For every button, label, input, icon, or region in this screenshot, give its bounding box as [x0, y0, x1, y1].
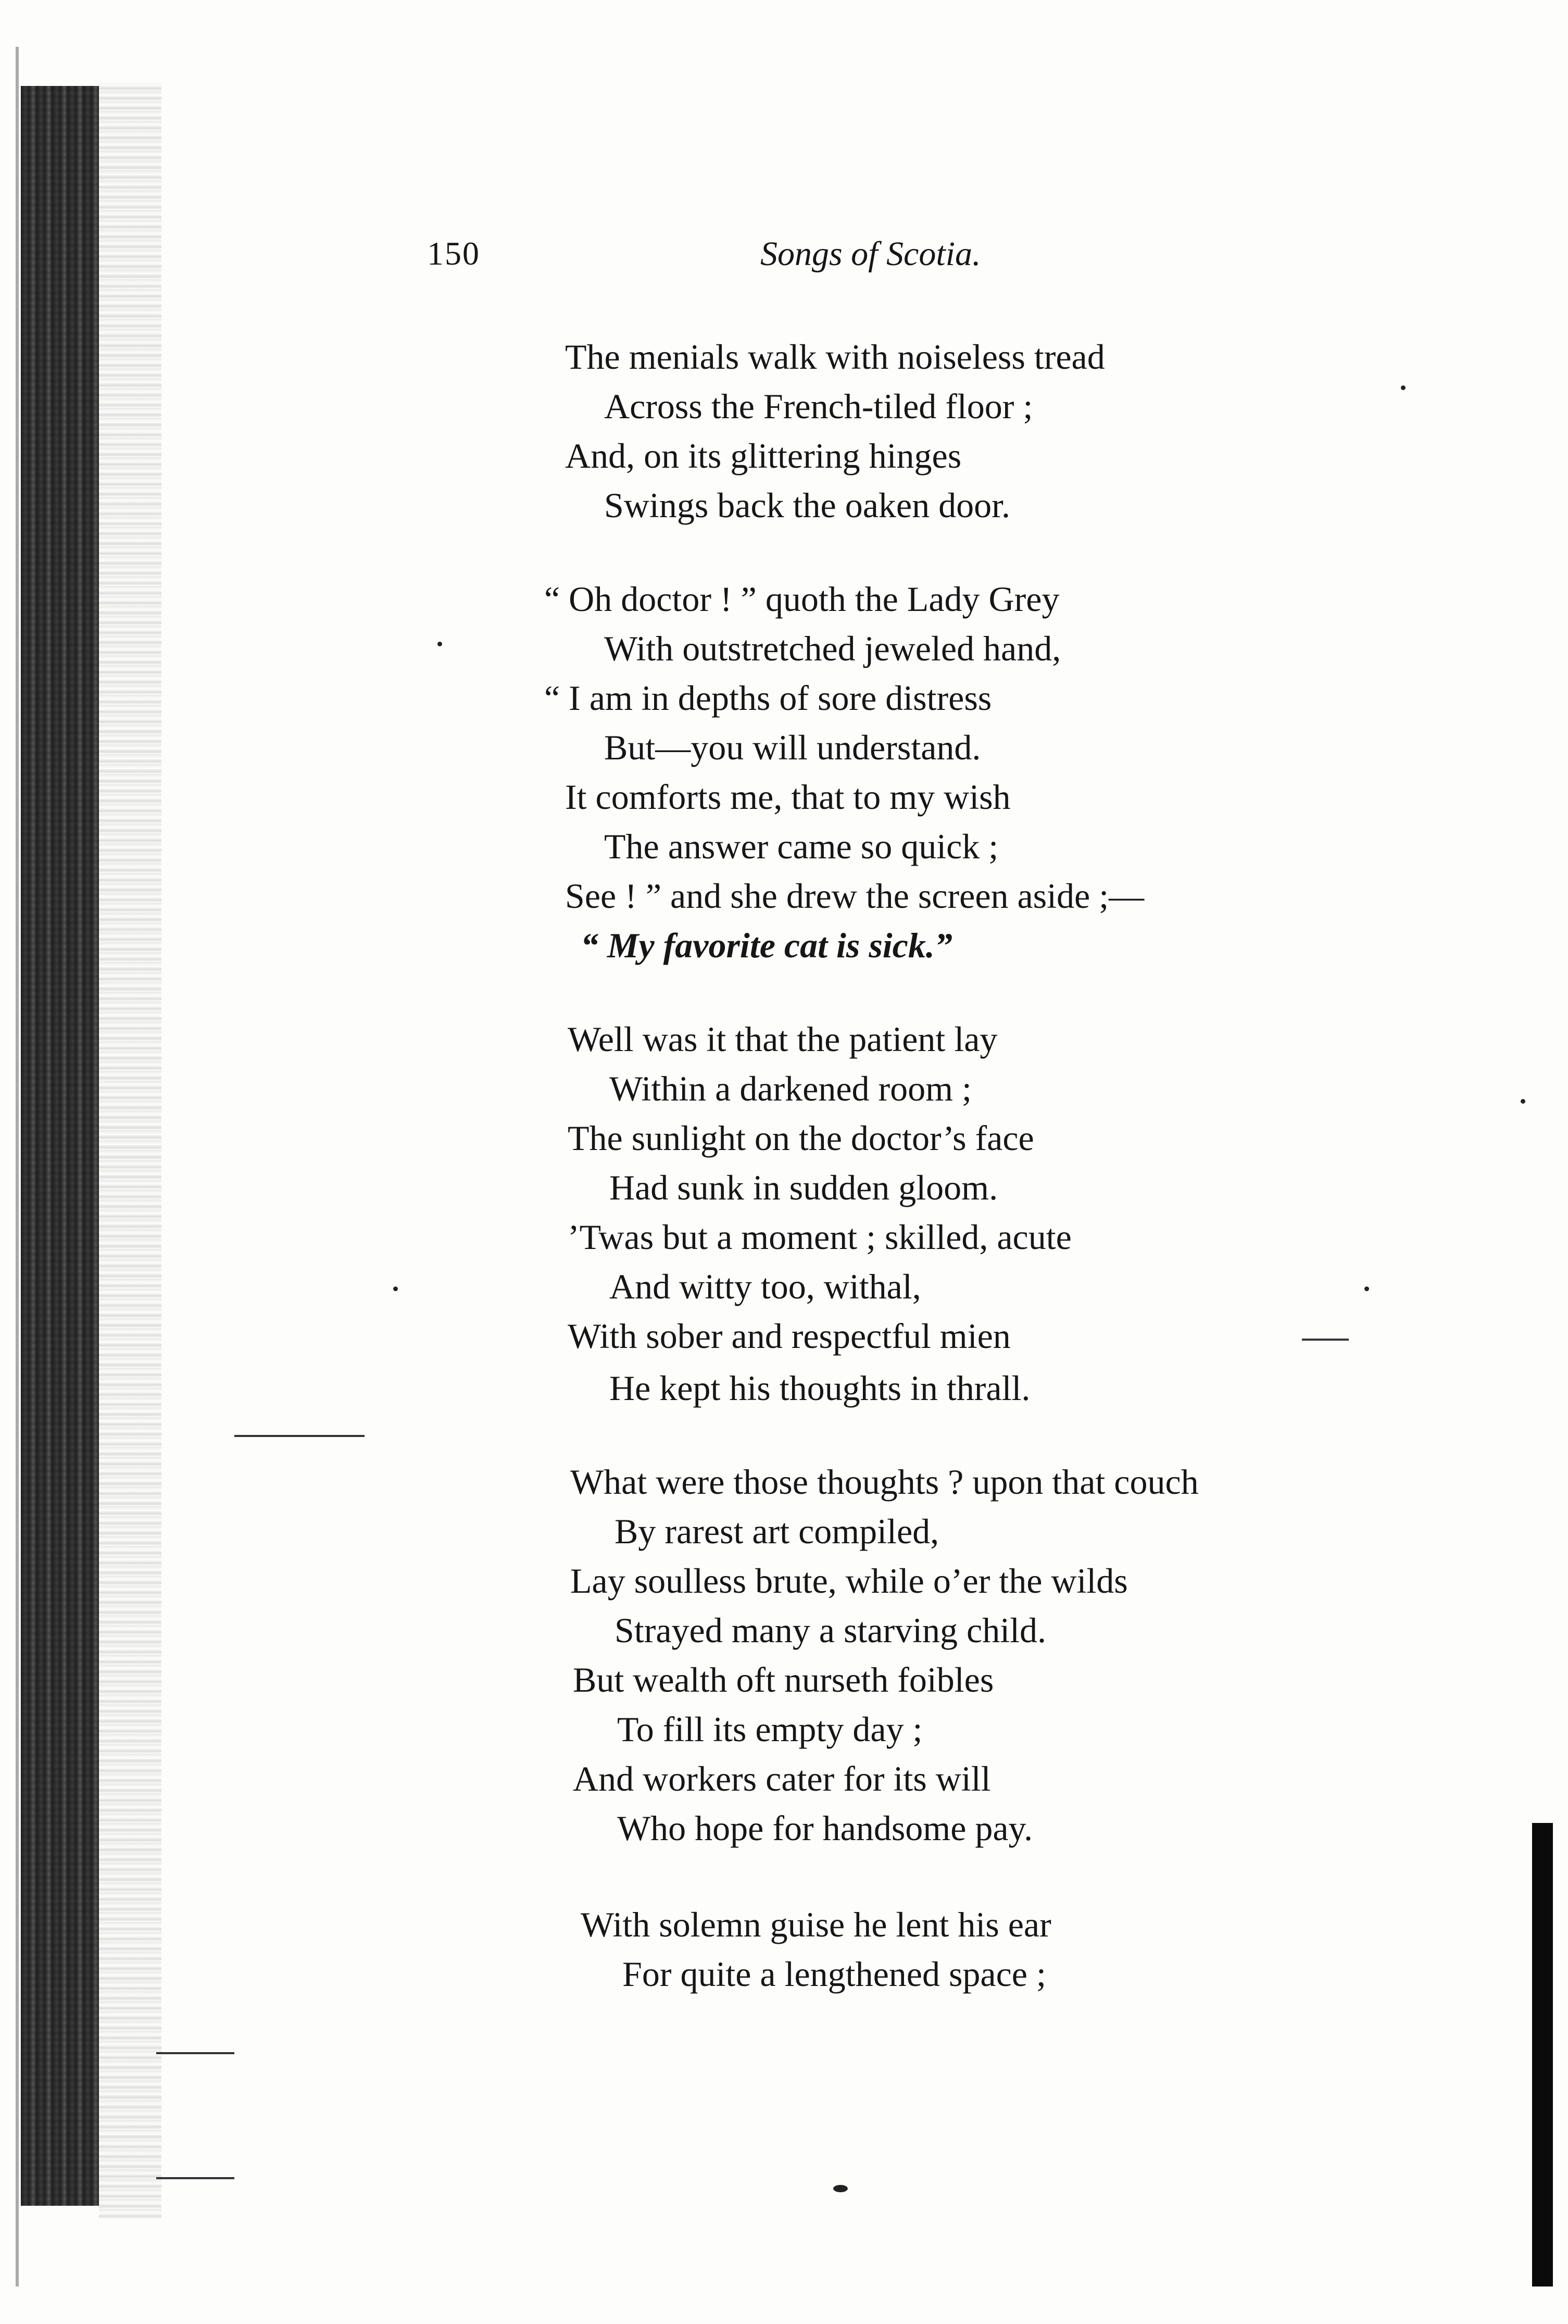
poem-line-emphasis: “ My favorite cat is sick.” [581, 926, 952, 965]
poem-line: And witty too, withal, [609, 1267, 921, 1306]
stray-rule [156, 2052, 234, 2054]
ink-speck [1401, 385, 1406, 390]
poem-line: Strayed many a starving child. [614, 1610, 1047, 1650]
poem-line: The sunlight on the doctor’s face [568, 1118, 1034, 1158]
stray-rule [1302, 1339, 1349, 1341]
book-binding-shadow [21, 86, 99, 2206]
ink-speck [393, 1286, 398, 1291]
running-title: Songs of Scotia. [760, 235, 981, 273]
binding-edge-line [16, 47, 19, 2286]
poem-line: ’Twas but a moment ; skilled, acute [568, 1217, 1072, 1257]
poem-line: Well was it that the patient lay [568, 1019, 998, 1059]
page-number: 150 [427, 235, 480, 272]
poem-line: Had sunk in sudden gloom. [609, 1168, 998, 1207]
poem-line: “ Oh doctor ! ” quoth the Lady Grey [544, 579, 1060, 619]
poem-line: It comforts me, that to my wish [565, 777, 1011, 817]
poem-line: The answer came so quick ; [604, 827, 999, 866]
ink-speck [1521, 1099, 1525, 1104]
poem-line: To fill its empty day ; [617, 1709, 923, 1749]
poem-line: With solemn guise he lent his ear [581, 1905, 1051, 1944]
poem-line: But—you will understand. [604, 728, 981, 767]
poem-line: Lay soulless brute, while o’er the wilds [570, 1561, 1128, 1601]
poem-line: With outstretched jeweled hand, [604, 629, 1061, 668]
poem-line: See ! ” and she drew the screen aside ;— [565, 876, 1145, 916]
poem-line: The menials walk with noiseless tread [565, 337, 1105, 377]
stray-rule [156, 2177, 234, 2179]
stray-rule [234, 1435, 365, 1437]
poem-line: But wealth oft nurseth foibles [573, 1660, 994, 1700]
poem-line: And workers cater for its will [573, 1759, 991, 1798]
ink-speck [437, 642, 442, 646]
poem-line: With sober and respectful mien [568, 1316, 1011, 1356]
poem-line: “ I am in depths of sore distress [544, 678, 992, 718]
poem-line: What were those thoughts ? upon that couch [570, 1462, 1199, 1502]
poem-line: By rarest art compiled, [614, 1511, 939, 1551]
poem-line: Within a darkened room ; [609, 1069, 972, 1108]
poem-line: And, on its glittering hinges [565, 436, 962, 476]
ink-blot [833, 2185, 848, 2192]
right-edge-shadow [1532, 1823, 1553, 2286]
binding-fade [99, 83, 161, 2219]
page-header [0, 234, 1568, 281]
poem-line: For quite a lengthened space ; [622, 1954, 1046, 1994]
ink-speck [1364, 1286, 1369, 1291]
poem-line: He kept his thoughts in thrall. [609, 1368, 1031, 1408]
poem-line: Across the French-tiled floor ; [604, 386, 1033, 426]
poem-line: Who hope for handsome pay. [617, 1808, 1033, 1848]
poem-line: Swings back the oaken door. [604, 485, 1010, 525]
